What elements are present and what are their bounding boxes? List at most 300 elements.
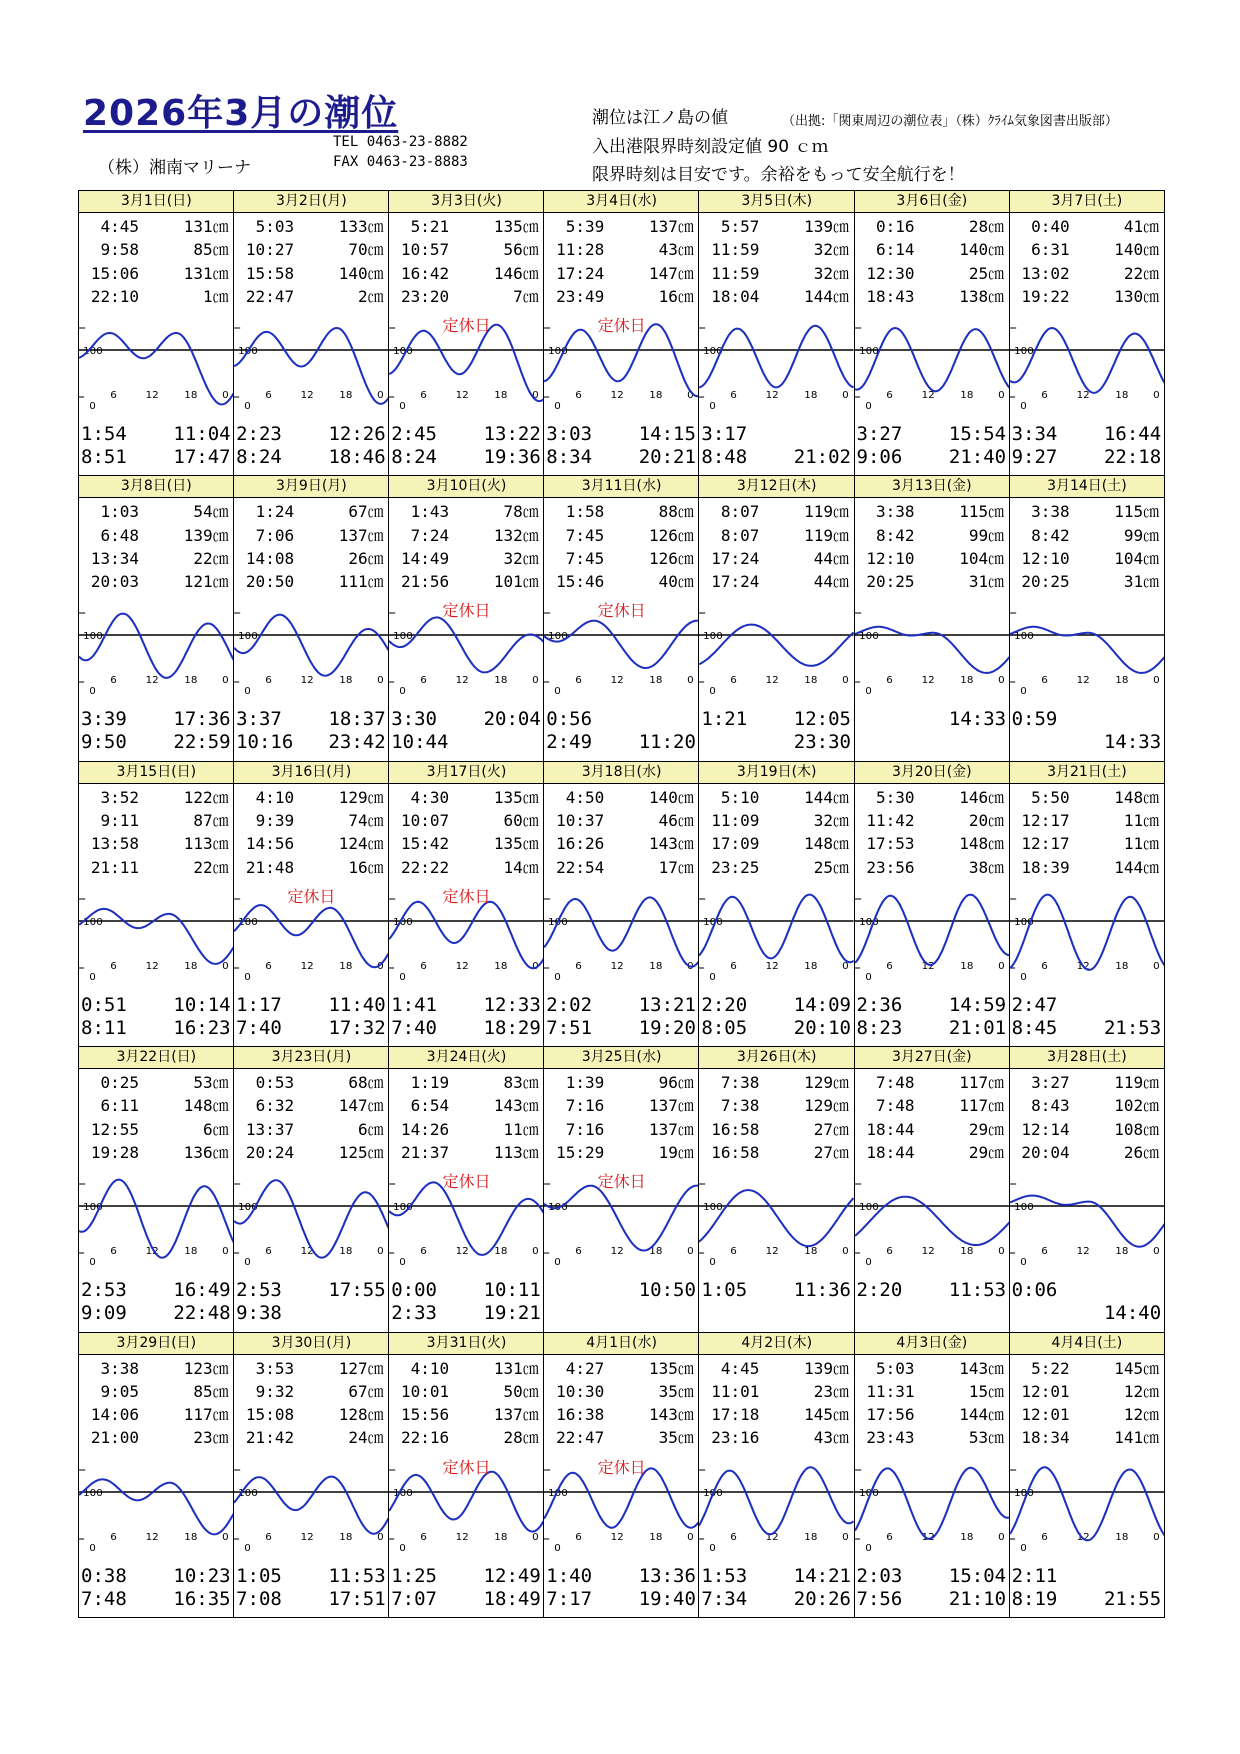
hour-tick-label: 18	[959, 1246, 973, 1258]
level-zero-label: 0	[244, 686, 251, 698]
hour-tick-label: 6	[885, 960, 893, 972]
tide-level: 53㎝	[193, 1073, 229, 1093]
tide-level: 22㎝	[193, 857, 229, 877]
level-zero-label: 0	[244, 1542, 251, 1554]
tide-row	[857, 1403, 1005, 1426]
tide-curve	[389, 1471, 544, 1531]
tide-row	[857, 524, 1005, 547]
tide-list	[546, 786, 694, 879]
limit-time-left: 2:20	[701, 993, 748, 1016]
limit-time-right: 16:23	[173, 1016, 231, 1039]
day-cell	[1009, 761, 1166, 1048]
hour-tick-label: 0	[222, 390, 229, 401]
tide-row	[236, 1094, 384, 1117]
tide-graph	[855, 880, 1010, 983]
hour-tick-label: 18	[494, 960, 508, 972]
tide-row	[857, 547, 1005, 570]
tide-list	[857, 215, 1005, 308]
tide-curve	[79, 614, 234, 678]
level-zero-label: 0	[244, 1257, 251, 1269]
limit-time-right: 10:50	[638, 1279, 696, 1302]
day-cell	[1009, 1046, 1166, 1333]
limit-time-right: 10:11	[483, 1279, 541, 1302]
tide-row	[391, 1357, 539, 1380]
limit-time-right: 22:59	[173, 731, 231, 754]
tide-time: 15:58	[245, 263, 295, 283]
tide-time: 23:43	[866, 1428, 915, 1448]
tide-time: 7:48	[875, 1096, 915, 1116]
tide-row	[236, 500, 384, 523]
tide-time: 7:38	[720, 1073, 760, 1093]
tide-row	[236, 262, 384, 285]
holiday-label: 定休日	[287, 886, 336, 906]
limit-time-right: 21:40	[948, 446, 1007, 468]
tide-row	[391, 1118, 539, 1141]
tide-level: 144㎝	[959, 1405, 1005, 1425]
hour-tick-label: 0	[997, 960, 1005, 972]
tide-row	[81, 809, 229, 832]
hour-tick-label: 18	[1114, 960, 1128, 972]
tide-graph	[234, 1451, 389, 1554]
tide-graph	[855, 1165, 1010, 1269]
hour-tick-label: 6	[1040, 675, 1048, 687]
tide-row	[236, 524, 384, 547]
hour-tick-label: 12	[455, 960, 469, 972]
tide-level: 31㎝	[1123, 572, 1160, 592]
limit-time-left: 9:06	[856, 446, 903, 468]
tide-row	[1012, 1141, 1160, 1164]
tide-level: 22㎝	[193, 548, 229, 568]
tide-level: 119㎝	[1114, 1073, 1160, 1093]
level-zero-label: 0	[709, 401, 717, 412]
tide-level: 2㎝	[358, 286, 384, 306]
tide-level: 53㎝	[968, 1428, 1005, 1448]
day-header: 4月2日(木)	[699, 1333, 854, 1355]
hour-tick-label: 0	[377, 960, 384, 972]
limit-time-right: 16:35	[173, 1587, 231, 1610]
tide-time: 5:50	[1031, 787, 1070, 807]
tide-time: 10:37	[556, 811, 605, 831]
tide-time: 11:59	[711, 240, 760, 260]
tide-time: 9:32	[255, 1381, 295, 1401]
tide-level: 117㎝	[959, 1073, 1005, 1093]
hour-tick-label: 12	[300, 1246, 314, 1258]
limit-time-left: 7:40	[391, 1016, 437, 1039]
limit-time-left: 2:03	[856, 1564, 903, 1587]
tide-time: 7:24	[410, 525, 450, 545]
tide-row	[236, 809, 384, 832]
limit-time-right: 19:40	[638, 1587, 696, 1610]
day-header: 3月27日(金)	[855, 1047, 1010, 1069]
tide-list	[81, 1071, 229, 1164]
tide-row	[546, 262, 694, 285]
tide-level: 137㎝	[648, 1096, 694, 1116]
tide-curve	[699, 1190, 854, 1246]
hour-tick-label: 6	[1040, 960, 1048, 972]
level-100-label: 100	[393, 631, 413, 643]
tide-time: 6:14	[875, 240, 915, 260]
level-100-label: 100	[393, 1202, 413, 1214]
hour-tick-label: 0	[532, 1531, 539, 1543]
hour-tick-label: 6	[730, 1531, 738, 1543]
tide-graph	[234, 309, 389, 412]
limit-time-left: 0:59	[1011, 708, 1058, 731]
tide-time: 1:03	[100, 502, 139, 522]
hour-tick-label: 18	[184, 1246, 198, 1258]
tide-time: 10:30	[556, 1381, 605, 1401]
day-header: 3月29日(日)	[79, 1333, 234, 1355]
hour-tick-label: 18	[1114, 390, 1128, 401]
tide-time: 21:56	[401, 572, 450, 592]
tide-row	[391, 524, 539, 547]
tide-level: 99㎝	[968, 525, 1005, 545]
holiday-label: 定休日	[597, 316, 646, 335]
tide-level: 35㎝	[658, 1381, 694, 1401]
tide-curve	[234, 905, 389, 967]
tide-level: 56㎝	[503, 240, 539, 260]
limit-time-left: 1:17	[236, 993, 282, 1016]
holiday-label: 定休日	[442, 886, 491, 906]
limit-time-right: 19:36	[483, 446, 541, 468]
tide-time: 15:06	[90, 263, 139, 283]
tide-graph	[234, 594, 389, 698]
tide-time: 14:26	[401, 1119, 450, 1139]
day-header: 3月21日(土)	[1010, 762, 1165, 784]
tide-list	[236, 1071, 384, 1164]
tide-row	[546, 570, 694, 593]
source-note: （出拠:「関東周辺の潮位表」（株）ｸﾗｲﾑ気象図書出版部）	[782, 114, 1118, 129]
limit-time-right: 15:04	[948, 1564, 1007, 1587]
hour-tick-label: 0	[377, 675, 384, 687]
hour-tick-label: 6	[885, 675, 893, 687]
tide-curve	[855, 328, 1010, 391]
limit-time-left: 8:48	[701, 446, 748, 468]
limit-time-right: 20:21	[638, 446, 696, 468]
limit-time-right: 17:32	[328, 1016, 386, 1039]
tide-time: 7:16	[565, 1119, 605, 1139]
limit-time-left: 9:50	[81, 731, 127, 754]
tide-level: 123㎝	[183, 1358, 229, 1378]
tide-level: 140㎝	[648, 787, 694, 807]
day-cell	[388, 190, 545, 477]
hour-tick-label: 0	[377, 1531, 384, 1543]
tide-row	[701, 1094, 849, 1117]
day-cell	[233, 1332, 390, 1619]
tide-time: 16:38	[556, 1405, 605, 1425]
tide-time: 17:09	[711, 834, 760, 854]
level-zero-label: 0	[864, 971, 872, 983]
tide-level: 131㎝	[493, 1358, 539, 1378]
tide-graph	[1010, 1451, 1165, 1554]
tide-level: 130㎝	[1114, 286, 1160, 306]
tide-row	[391, 786, 539, 809]
tide-time: 6:11	[100, 1096, 139, 1116]
tide-row	[81, 524, 229, 547]
tide-level: 23㎝	[193, 1428, 229, 1448]
limit-time-right: 21:01	[948, 1016, 1007, 1039]
day-header: 3月28日(土)	[1010, 1047, 1165, 1069]
day-cell	[854, 1332, 1011, 1619]
tide-level: 143㎝	[959, 1358, 1005, 1378]
limit-time-right: 18:37	[328, 708, 386, 731]
hour-tick-label: 0	[687, 675, 694, 687]
tide-row	[81, 1357, 229, 1380]
tide-row	[857, 809, 1005, 832]
tide-level: 35㎝	[658, 1428, 694, 1448]
level-zero-label: 0	[709, 686, 717, 698]
tide-time: 20:25	[1021, 572, 1070, 592]
level-100-label: 100	[238, 1202, 258, 1214]
tide-time: 18:04	[711, 286, 760, 306]
tide-time: 5:39	[565, 217, 605, 236]
hour-tick-label: 12	[145, 390, 159, 401]
tide-row	[546, 500, 694, 523]
day-cell	[543, 1332, 700, 1619]
hour-tick-label: 0	[997, 1246, 1005, 1258]
hour-tick-label: 18	[339, 960, 353, 972]
tide-time: 22:47	[245, 286, 295, 306]
day-cell	[1009, 475, 1166, 762]
tide-level: 129㎝	[804, 1096, 849, 1116]
tide-level: 139㎝	[804, 217, 849, 236]
hour-tick-label: 0	[222, 1246, 229, 1258]
tide-list	[701, 1071, 849, 1164]
hour-tick-label: 12	[300, 390, 314, 401]
limit-time-left: 7:08	[236, 1587, 282, 1610]
tide-graph	[1010, 594, 1165, 698]
tide-list	[1012, 786, 1160, 879]
tide-row	[81, 1426, 229, 1449]
hour-tick-label: 18	[339, 390, 353, 401]
tide-level: 117㎝	[959, 1096, 1005, 1116]
holiday-label: 定休日	[597, 1457, 646, 1477]
tide-time: 17:53	[866, 834, 915, 854]
tide-time: 6:32	[255, 1096, 295, 1116]
tide-time: 20:03	[90, 572, 139, 592]
level-zero-label: 0	[1019, 401, 1027, 412]
tide-level: 16㎝	[658, 286, 694, 306]
tide-time: 23:20	[401, 286, 450, 306]
tide-level: 26㎝	[348, 548, 384, 568]
hour-tick-label: 18	[184, 390, 198, 401]
tide-row	[857, 786, 1005, 809]
level-zero-label: 0	[89, 1257, 96, 1269]
hour-tick-label: 0	[532, 1246, 539, 1258]
tide-time: 12:55	[90, 1119, 139, 1139]
tide-time: 4:10	[255, 787, 295, 807]
tide-level: 68㎝	[348, 1073, 384, 1093]
location-note: 潮位は江ノ島の値	[592, 108, 728, 128]
tide-graph	[79, 1165, 234, 1269]
hour-tick-label: 12	[1076, 960, 1090, 972]
limit-time-left: 9:09	[81, 1302, 127, 1325]
tide-level: 44㎝	[813, 548, 849, 568]
limit-time-left: 7:34	[701, 1587, 748, 1610]
tide-graph	[699, 309, 854, 412]
tide-level: 99㎝	[1123, 525, 1160, 545]
tide-level: 27㎝	[813, 1143, 849, 1163]
tide-row	[391, 832, 539, 855]
hour-tick-label: 6	[575, 1531, 583, 1543]
tide-row	[546, 1403, 694, 1426]
tide-graph	[79, 880, 234, 983]
tide-time: 4:30	[410, 787, 450, 807]
limit-time-right: 12:26	[328, 423, 386, 445]
level-zero-label: 0	[554, 1542, 562, 1554]
day-header: 3月24日(火)	[389, 1047, 544, 1069]
day-header: 3月4日(水)	[544, 191, 699, 213]
tide-time: 14:06	[90, 1405, 139, 1425]
limit-time-right: 11:40	[328, 993, 386, 1016]
tide-time: 22:16	[401, 1428, 450, 1448]
hour-tick-label: 12	[766, 1531, 780, 1543]
tide-time: 4:10	[410, 1358, 450, 1378]
tide-time: 14:56	[245, 834, 295, 854]
tide-row	[236, 1357, 384, 1380]
tide-row	[81, 786, 229, 809]
day-cell	[233, 475, 390, 762]
tide-time: 7:16	[565, 1096, 605, 1116]
hour-tick-label: 18	[494, 1246, 508, 1258]
level-zero-label: 0	[1019, 1257, 1027, 1269]
hour-tick-label: 12	[610, 390, 625, 401]
tide-row	[1012, 500, 1160, 523]
holiday-label: 定休日	[442, 316, 491, 335]
tide-level: 28㎝	[968, 217, 1005, 236]
day-cell	[388, 475, 545, 762]
tide-row	[236, 570, 384, 593]
day-header: 3月26日(木)	[699, 1047, 854, 1069]
day-cell	[543, 761, 700, 1048]
tide-time: 23:49	[556, 286, 605, 306]
hour-tick-label: 12	[1076, 390, 1090, 401]
hour-tick-label: 18	[959, 1531, 973, 1543]
day-header: 4月1日(水)	[544, 1333, 699, 1355]
hour-tick-label: 0	[842, 1246, 850, 1258]
tide-row	[391, 809, 539, 832]
tide-time: 21:00	[90, 1428, 139, 1448]
tide-curve	[855, 1467, 1010, 1538]
tide-level: 140㎝	[338, 263, 384, 283]
tide-row	[391, 1426, 539, 1449]
day-header: 3月16日(月)	[234, 762, 389, 784]
hour-tick-label: 12	[455, 1531, 469, 1543]
tide-row	[391, 570, 539, 593]
tide-time: 18:39	[1021, 857, 1070, 877]
limit-time-right: 17:55	[328, 1279, 386, 1302]
safety-note: 限界時刻は目安です。余裕をもって安全航行を！	[592, 165, 965, 185]
day-cell	[698, 1046, 855, 1333]
tide-list	[546, 215, 694, 308]
limit-time-right: 11:53	[328, 1564, 386, 1587]
tide-time: 12:10	[866, 548, 915, 568]
limit-time-left: 2:11	[1011, 1564, 1058, 1587]
tide-curve	[855, 894, 1010, 964]
holiday-label: 定休日	[442, 1172, 491, 1192]
hour-tick-label: 12	[300, 675, 314, 687]
hour-tick-label: 6	[110, 390, 117, 401]
tide-row	[236, 1380, 384, 1403]
tide-time: 18:44	[866, 1143, 915, 1163]
day-cell	[78, 1332, 235, 1619]
tide-level: 146㎝	[959, 787, 1005, 807]
limit-time-left: 8:23	[856, 1016, 903, 1039]
tide-row	[857, 832, 1005, 855]
day-header: 3月11日(水)	[544, 476, 699, 498]
tide-row	[546, 786, 694, 809]
hour-tick-label: 12	[766, 675, 780, 687]
limit-time-right: 18:46	[328, 446, 386, 468]
hour-tick-label: 18	[804, 960, 818, 972]
tide-time: 10:27	[245, 240, 295, 260]
holiday-label: 定休日	[442, 601, 491, 621]
hour-tick-label: 6	[420, 960, 427, 972]
day-cell	[388, 1332, 545, 1619]
level-100-label: 100	[548, 1202, 569, 1214]
day-header: 3月30日(月)	[234, 1333, 389, 1355]
tide-level: 25㎝	[813, 857, 849, 877]
tide-level: 135㎝	[648, 1358, 694, 1378]
tide-level: 101㎝	[493, 572, 539, 592]
tide-row	[546, 1071, 694, 1094]
hour-tick-label: 18	[339, 675, 353, 687]
limit-time-left: 8:24	[236, 446, 282, 468]
limit-time-right: 11:04	[173, 423, 231, 445]
tide-level: 32㎝	[813, 811, 849, 831]
tide-row	[701, 285, 849, 308]
limit-time-right: 13:21	[638, 993, 696, 1016]
level-100-label: 100	[858, 1487, 879, 1499]
hour-tick-label: 18	[649, 960, 663, 972]
tide-level: 88㎝	[658, 502, 694, 522]
limit-time-right: 14:21	[793, 1564, 851, 1587]
tide-list	[857, 786, 1005, 879]
tide-level: 41㎝	[1123, 217, 1160, 236]
tide-level: 15㎝	[968, 1381, 1005, 1401]
level-zero-label: 0	[864, 686, 872, 698]
level-100-label: 100	[393, 916, 413, 928]
tide-level: 12㎝	[1123, 1381, 1160, 1401]
tide-time: 3:38	[100, 1358, 139, 1378]
tide-curve	[1010, 1467, 1165, 1540]
tide-level: 60㎝	[503, 811, 539, 831]
limit-time-left: 2:49	[546, 731, 593, 754]
limit-time-right: 13:22	[483, 423, 541, 445]
level-100-label: 100	[703, 1487, 724, 1499]
limit-time-left: 9:38	[236, 1302, 282, 1325]
limit-time-left: 10:16	[236, 731, 294, 754]
tide-level: 135㎝	[493, 787, 539, 807]
tide-time: 13:58	[90, 834, 139, 854]
tide-row	[391, 1403, 539, 1426]
limit-time-right: 14:15	[638, 423, 696, 445]
tide-level: 104㎝	[959, 548, 1005, 568]
tide-level: 147㎝	[648, 263, 694, 283]
tide-row	[546, 832, 694, 855]
tide-time: 4:45	[720, 1358, 760, 1378]
hour-tick-label: 0	[222, 1531, 229, 1543]
tide-graph	[544, 880, 699, 983]
tide-row	[857, 500, 1005, 523]
level-100-label: 100	[1013, 916, 1034, 928]
limit-time-right: 18:29	[483, 1016, 541, 1039]
tide-time: 23:16	[711, 1428, 760, 1448]
tide-time: 21:37	[401, 1143, 450, 1163]
tide-time: 8:42	[1031, 525, 1070, 545]
tide-list	[1012, 500, 1160, 593]
tide-list	[391, 215, 539, 308]
day-header: 3月13日(金)	[855, 476, 1010, 498]
